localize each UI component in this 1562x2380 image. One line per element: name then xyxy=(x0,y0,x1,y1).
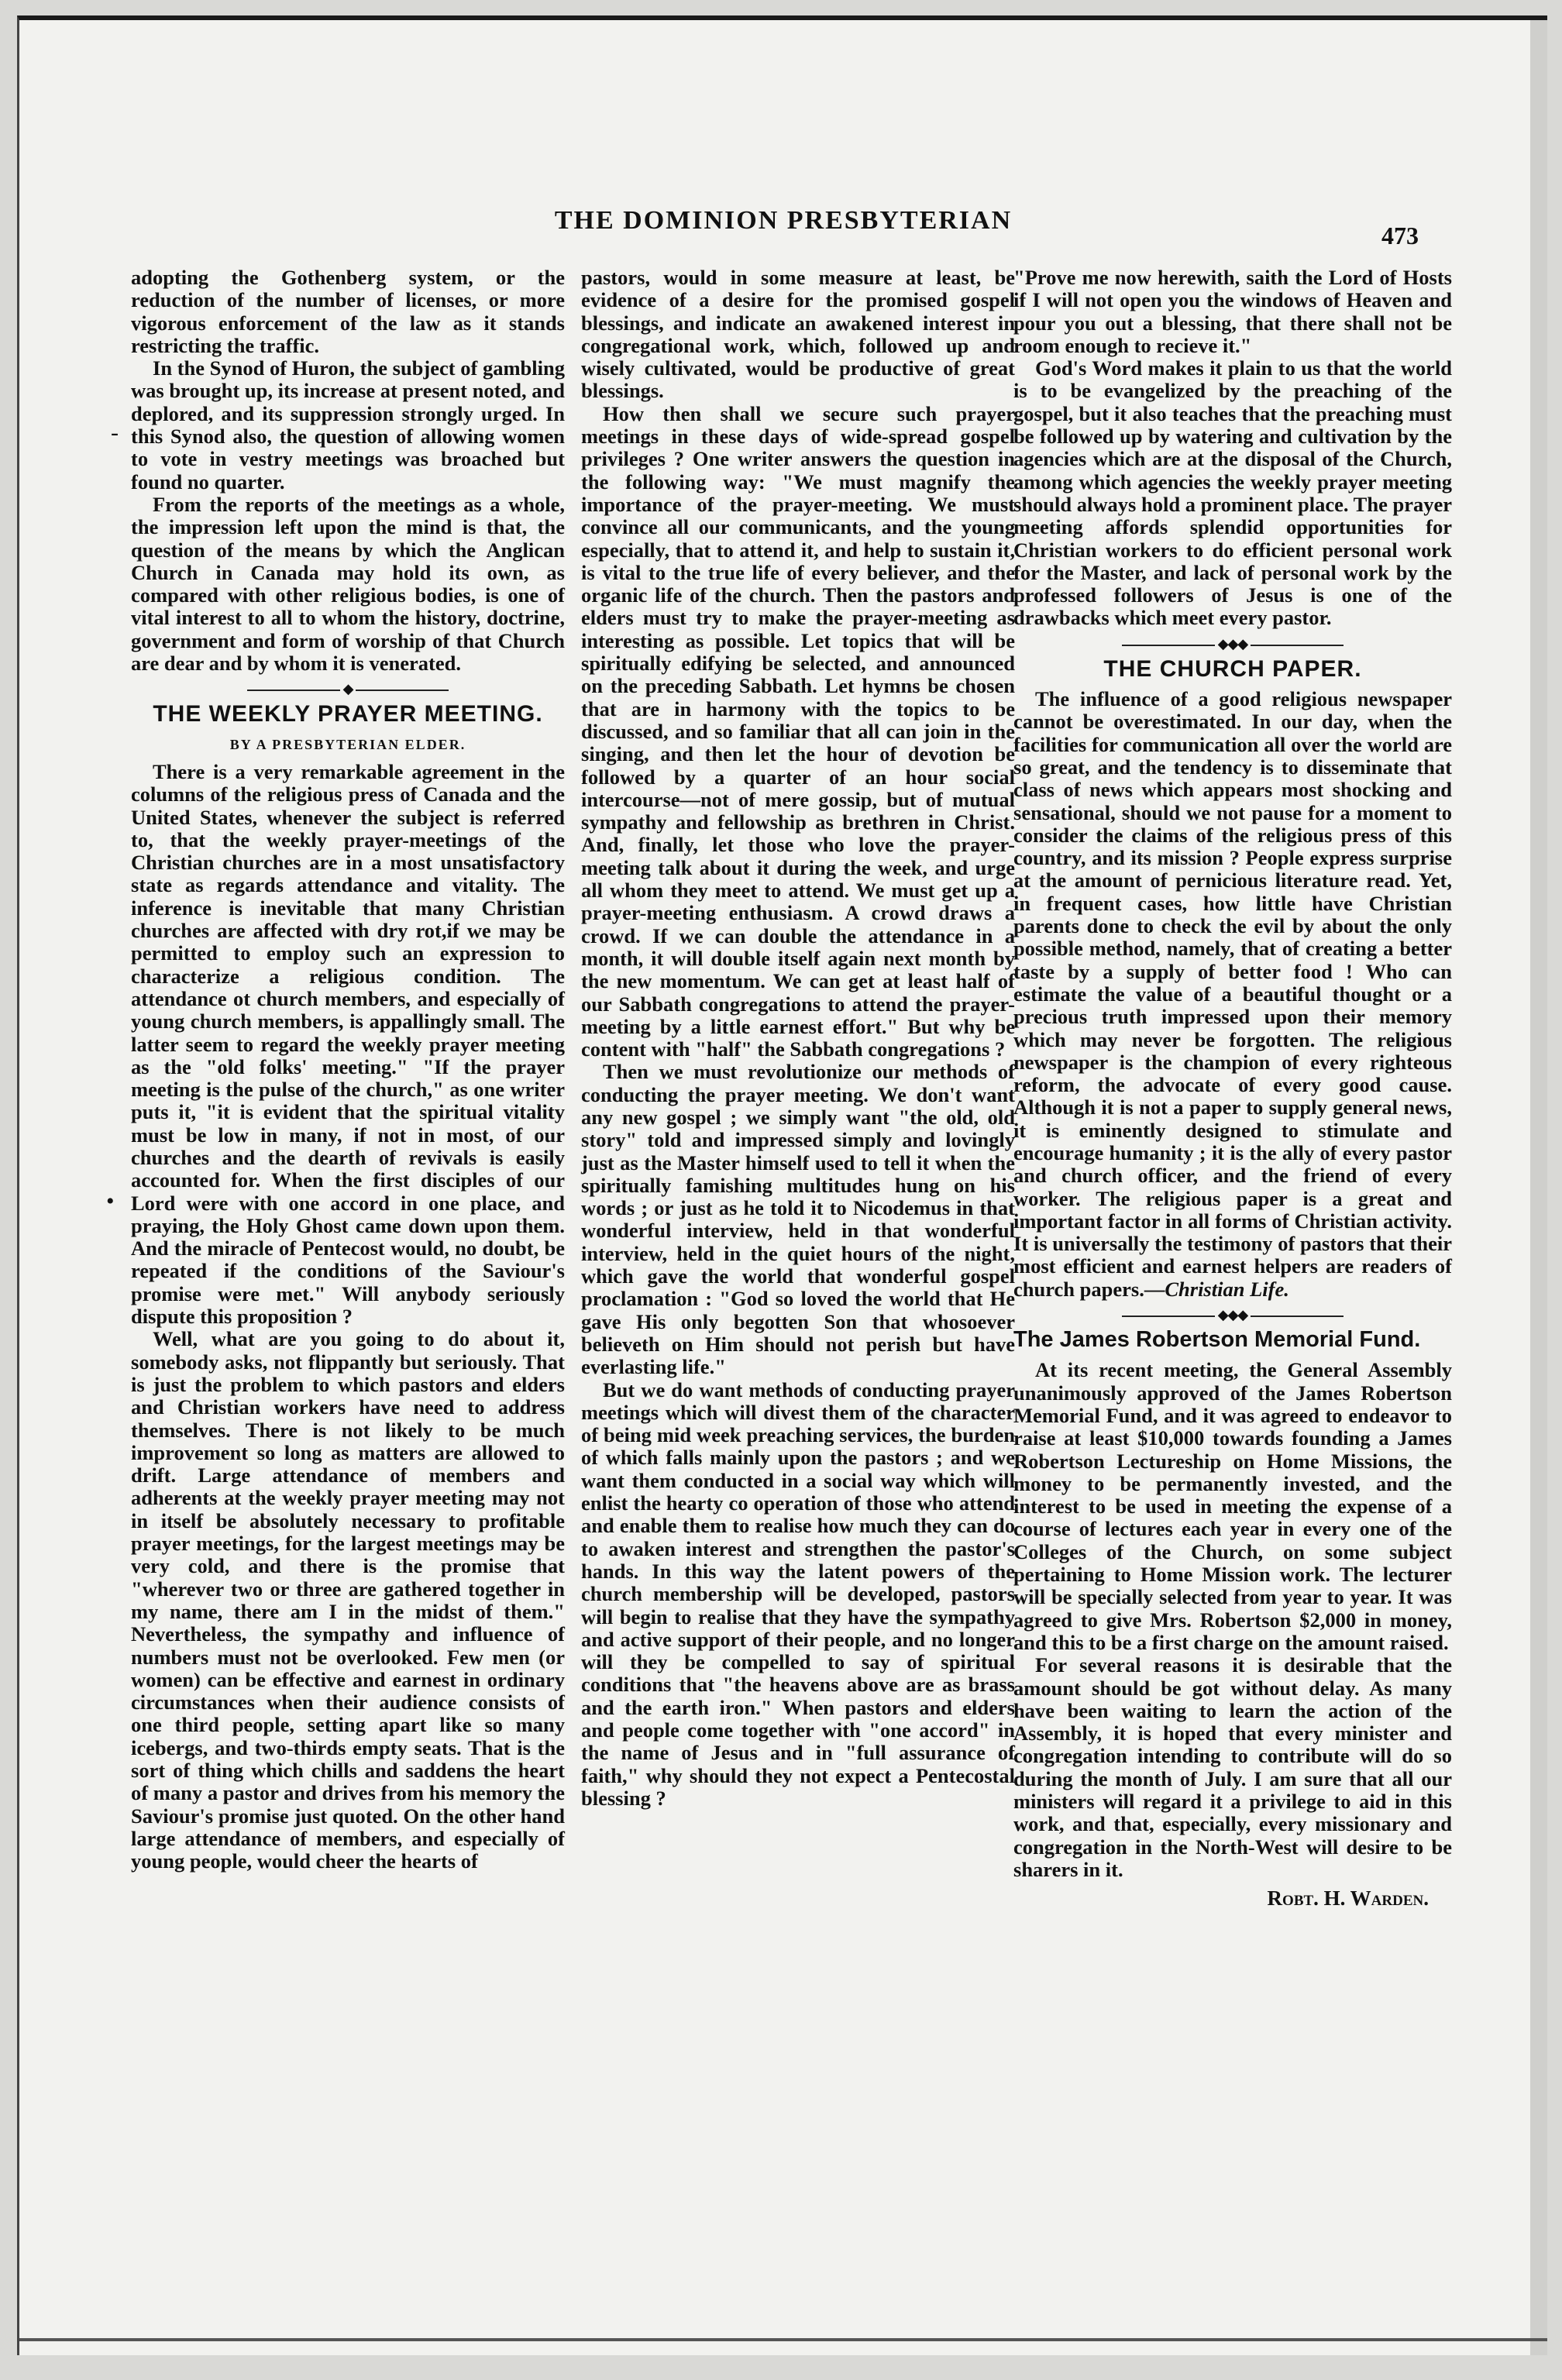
paragraph: How then shall we secure such prayer meetings in these days of wide-spread gospel privileges ? One writer answers the question in the following way: "We must magnify the importance of the prayer-meeting. We must convince all our communicants, and the young especially, that to attend it, and help to sustain it, is vital to the true life of every believer, and the organic life of the church. Then the pastors and elders must try to make the prayer-meeting as interesting as possible. Let topics that will be spiritually edifying be selected, and announced on the preceding Sabbath. Let hymns be chosen that are in harmony with the topics to be discussed, and so familiar that all can join in the singing, and then let the hour of devotion be followed by a quarter of an hour social intercourse—not of mere gossip, but of mutual sympathy and fellowship as brethren in Christ. And, finally, let those who love the prayer-meeting talk about it during the week, and urge all whom they meet to attend. We must get up a prayer-meeting enthusiasm. A crowd draws a crowd. If we can double the attendance in a month, it will double itself again next month by the new momentum. We can get at least half of our Sabbath congregations to attend the prayer-meeting by a little earnest effort." But why be content with "half" the Sabbath congregations ? xyxy=(581,401,1015,1061)
paragraph: For several reasons it is desirable that the amount should be got without delay. As many have been waiting to learn the action of the Assembly, it is hoped that every minister and congregation intending to contribute will do so during the month of July. I am sure that all our ministers will regard it a privilege to aid in this work, and that, especially, every missionary and congregation in the North-West will desire to be sharers in it. xyxy=(1013,1653,1452,1881)
paragraph: But we do want methods of conducting prayer meetings which will divest them of the character of being mid week preaching services, the burden of which falls mainly upon the pastors ; and we want them conducted in a social way which will enlist the hearty co operation of those who attend and enable them to realise how much they can do to awaken interest and strengthen the pastor's hands. In this way the latent powers of the church membership will be developed, pastors will begin to realise that they have the sympathy and active support of their people, and no longer will they be compelled to say of spiritual conditions that "the heavens above are as brass and the earth iron." When pastors and elders and people come together with "one accord" in the name of Jesus and in "full assurance of faith," why should they not expect a Pentecostal blessing ? xyxy=(581,1377,1015,1810)
paragraph: There is a very remarkable agreement in the columns of the religious press of Canada and the United States, whenever the subject is referred to, that the weekly prayer-meetings of the Christian churches are in a most unsatisfactory state as regards attendance and vitality. The inference is inevitable that many Christian churches are affected with dry rot,if we may be permitted to employ such an expression to characterize a religious condition. The attendance ot church members, and especially of young church members, is appallingly small. The latter seem to regard the weekly prayer meeting as the "old folks' meeting." "If the prayer meeting is the pulse of the church," as one writer puts it, "it is evident that the spiritual vitality must be low in many, if not in most, of our churches and the dearth of revivals is easily accounted for. When the first disciples of our Lord were with one accord in one place, and praying, the Holy Ghost came down upon them. And the miracle of Pentecost would, no doubt, be repeated if the conditions of the Saviour's promise were met." Will anybody seriously dispute this proposition ? xyxy=(131,759,565,1329)
margin-mark: - xyxy=(111,420,119,445)
paragraph: At its recent meeting, the General Assembly unanimously approved of the James Robertson Memorial Fund, and it was agreed to endeavor to raise at least $10,000 towards founding a James Robertson Lectureship on Home Missions, the money to be permanently invested, and the interest to be used in meeting the expense of a course of lectures each year in every one of the Colleges of the Church, on some subject pertaining to Home Mission work. The lecturer will be specially selected from year to year. It was agreed to give Mrs. Robertson $2,000 in money, and this to be a first charge on the amount raised. xyxy=(1013,1358,1452,1654)
signature: Robt. H. Warden. xyxy=(1267,1886,1429,1911)
paragraph: Well, what are you going to do about it, somebody asks, not flippantly but seriously. That is just the problem to which pastors and elders and Christian workers have need to address themselves. There is not likely to be much improvement so long as matters are allowed to drift. Large attendance of members and adherents at the weekly prayer meeting may not in itself be absolutely necessary to profitable prayer meetings, for the largest meetings may be very cold, and there is the promise that "wherever two or three are gathered together in my name, there am I in the midst of them." Nevertheless, the sympathy and influence of numbers must not be overlooked. Few men (or women) can be effective and earnest in ordinary circumstances when their audience consists of one third people, setting apart like so many icebergs, and two-thirds empty seats. That is the sort of thing which chills and saddens the heart of many a pastor and drives from his memory the Saviour's promise just quoted. On the other hand large attendance of members, and especially of young people, would cheer the hearts of xyxy=(131,1327,565,1873)
section-divider: ◆ xyxy=(131,679,565,698)
section-divider: ◆◆◆ xyxy=(1013,1305,1452,1324)
paragraph: From the reports of the meetings as a whole, the impression left upon the mind is that, the question of the means by which the Anglican Church in Canada may hold its own, as compared with other religious bodies, is one of vital interest to all to whom the history, doctrine, government and form of worship of that Church are dear and by whom it is venerated. xyxy=(131,492,565,676)
article-title: THE WEEKLY PRAYER MEETING. xyxy=(153,701,543,727)
newspaper-page xyxy=(17,15,1547,2355)
paragraph-text: The influence of a good religious newspaper cannot be overestimated. In our day, when the facilities for communication all over the world are so great, and the tendency is to disseminate that class of news which appears most shocking and sensational, should we not pause for a moment to consider the claims of the religious press of this country, and its mission ? People express surprise at the amount of pernicious literature read. Yet, in frequent cases, how little have Christian parents done to check the evil by about the only possible method, namely, that of creating a better taste by a supply of better food ! Who can estimate the value of a beautiful thought or a precious truth impressed upon their memory which may never be forgotten. The religious newspaper is the champion of every righteous reform, the advocate of every good cause. Although it is not a paper to supply general news, it is eminently designed to stimulate and encourage humanity ; it is the ally of every pastor and church officer, and the friend of every worker. The religious paper is a great and important factor in all forms of Christian activity. It is universally the testimony of pastors that their most efficient and earnest helpers are readers of church papers.— xyxy=(1013,687,1452,1301)
margin-mark: • xyxy=(106,1188,115,1214)
page-bottom-rule xyxy=(19,2338,1547,2341)
page-number: 473 xyxy=(1381,222,1419,249)
paragraph: adopting the Gothenberg system, or the reduction of the number of licenses, or more vigorous enforcement of the law as it stands restricting the traffic. xyxy=(131,266,565,357)
column-3 xyxy=(1013,267,1452,1910)
article-credit: Christian Life. xyxy=(1165,1277,1289,1301)
article-title: THE CHURCH PAPER. xyxy=(1103,655,1362,682)
paragraph: Then we must revolutionize our methods of conducting the prayer meeting. We don't want any new gospel ; we simply want "the old, old story" told and impressed simply and lovingly just as the Master himself used to tell it when the spiritually famishing multitudes hung on his words ; or just as he told it to Nicodemus in that wonderful interview, held in that wonderful interview, held in the quiet hours of the night, which gave the world that wonderful gospel proclamation : "God so loved the world that He gave His only begotten Son that whosoever believeth on Him should not perish but have everlasting life." xyxy=(581,1060,1015,1379)
article-title: The James Robertson Memorial Fund. xyxy=(1013,1327,1421,1353)
article-byline: BY A PRESBYTERIAN ELDER. xyxy=(229,736,466,752)
column-2 xyxy=(581,267,1015,1810)
running-head-title: THE DOMINION PRESBYTERIAN xyxy=(554,206,1013,235)
paragraph: God's Word makes it plain to us that the world is to be evangelized by the preaching of the gospel, but it also teaches that the preaching must be followed up by watering and cultivation by the agencies which are at the disposal of the Church, among which agencies the weekly prayer meeting should always hold a prominent place. The prayer meeting affords splendid opportunities for Christian workers to do efficient personal work for the Master, and lack of personal work by the professed followers of Jesus is one of the drawbacks which meet every pastor. xyxy=(1013,356,1452,630)
paragraph: In the Synod of Huron, the subject of gambling was brought up, its increase at present noted, and deplored, and its suppression strongly urged. In this Synod also, the question of allowing women to vote in vestry meetings was broached but found no quarter. xyxy=(131,356,565,494)
column-1 xyxy=(131,267,565,1873)
paragraph: "Prove me now herewith, saith the Lord of Hosts if I will not open you the windows of Heaven and pour you out a blessing, that there shall not be room enough to recieve it." xyxy=(1013,266,1452,357)
paragraph: pastors, would in some measure at least, be evidence of a desire for the promised gospel blessings, and indicate an awakened interest in congregational work, which, followed up and wisely cultivated, would be productive of great blessings. xyxy=(581,266,1015,403)
section-divider: ◆◆◆ xyxy=(1013,635,1452,653)
paragraph xyxy=(1013,688,1452,1301)
page-edge-shadow xyxy=(1530,20,1547,2355)
